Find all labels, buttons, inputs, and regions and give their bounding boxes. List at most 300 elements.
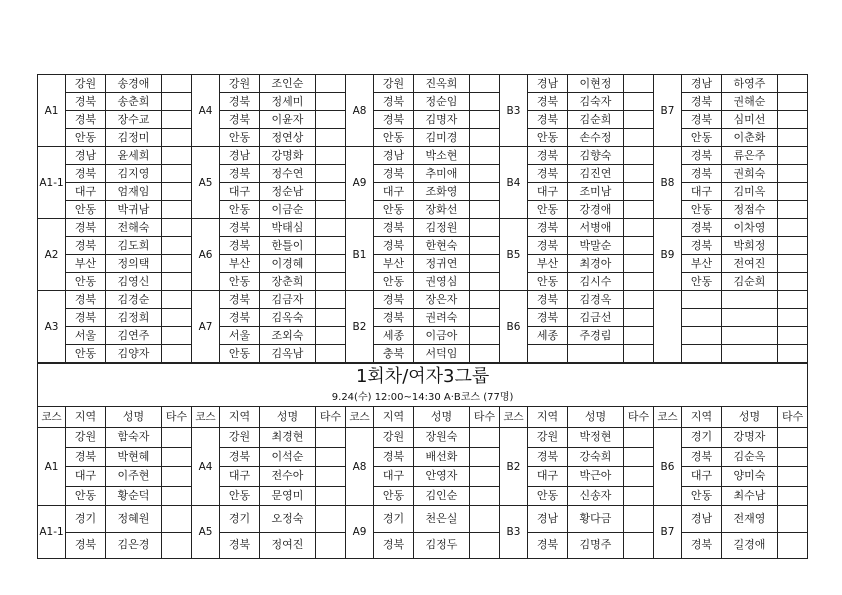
player-name-cell: 추미애: [414, 165, 470, 183]
region-cell: 안동: [528, 201, 568, 219]
table-row: [38, 447, 808, 467]
score-cell: [778, 273, 808, 291]
score-cell: [162, 327, 192, 345]
player-name-cell: 강명화: [260, 147, 316, 165]
region-cell: 세종: [528, 327, 568, 345]
course-code: A5: [192, 506, 220, 559]
player-name-cell: 심미선: [722, 111, 778, 129]
player-name-cell: 김은경: [106, 532, 162, 559]
score-cell: [162, 183, 192, 201]
score-cell: [624, 532, 654, 559]
region-cell: 안동: [220, 345, 260, 363]
region-cell: 경북: [220, 309, 260, 327]
region-cell: 강원: [220, 75, 260, 93]
region-header: 지역: [220, 407, 260, 428]
region-cell: 안동: [220, 486, 260, 506]
region-cell: 안동: [682, 129, 722, 147]
player-name-cell: 정혜원: [106, 506, 162, 533]
name-header: 성명: [260, 407, 316, 428]
player-name-cell: 김영신: [106, 273, 162, 291]
player-name-cell: 윤세희: [106, 147, 162, 165]
score-cell: [316, 255, 346, 273]
player-name-cell: 이주현: [106, 467, 162, 487]
region-cell: 경북: [374, 93, 414, 111]
score-cell: [316, 273, 346, 291]
score-cell: [470, 93, 500, 111]
player-name-cell: 김명주: [568, 532, 624, 559]
score-cell: [162, 532, 192, 559]
region-cell: 경남: [374, 147, 414, 165]
region-cell: 안동: [528, 273, 568, 291]
player-name-cell: 양미숙: [722, 467, 778, 487]
player-name-cell: 문영미: [260, 486, 316, 506]
score-cell: [778, 183, 808, 201]
player-name-cell: 권희숙: [722, 165, 778, 183]
region-cell: 경북: [66, 447, 106, 467]
region-cell: 경남: [220, 147, 260, 165]
region-header: 지역: [528, 407, 568, 428]
score-cell: [316, 486, 346, 506]
score-cell: [162, 75, 192, 93]
course-header: 코스: [346, 407, 374, 428]
score-cell: [778, 486, 808, 506]
player-name-cell: 권려숙: [414, 309, 470, 327]
score-cell: [624, 255, 654, 273]
score-cell: [470, 147, 500, 165]
region-cell: 경북: [682, 93, 722, 111]
region-cell: 경북: [528, 111, 568, 129]
region-cell: 부산: [374, 255, 414, 273]
region-cell: 경남: [528, 75, 568, 93]
region-cell: 안동: [374, 486, 414, 506]
score-cell: [778, 309, 808, 327]
region-cell: 대구: [66, 467, 106, 487]
region-cell: 경북: [220, 237, 260, 255]
region-cell: 경남: [682, 506, 722, 533]
region-cell: 경북: [528, 309, 568, 327]
table-row: [38, 345, 808, 363]
region-cell: 대구: [66, 183, 106, 201]
score-header: 타수: [470, 407, 500, 428]
table-row: [38, 532, 808, 559]
table-row: [38, 201, 808, 219]
player-name-cell: 조미남: [568, 183, 624, 201]
score-cell: [316, 93, 346, 111]
player-name-cell: 최경아: [568, 255, 624, 273]
score-cell: [470, 201, 500, 219]
region-cell: 경북: [66, 237, 106, 255]
score-cell: [470, 327, 500, 345]
region-cell: 안동: [220, 201, 260, 219]
player-name-cell: 정점수: [722, 201, 778, 219]
score-cell: [470, 183, 500, 201]
course-code: A9: [346, 506, 374, 559]
player-name-cell: 강명자: [722, 428, 778, 448]
player-name-cell: 김순옥: [722, 447, 778, 467]
player-name-cell: 박귀남: [106, 201, 162, 219]
region-cell: 경북: [374, 532, 414, 559]
region-cell: 경북: [682, 111, 722, 129]
player-name-cell: 오정숙: [260, 506, 316, 533]
score-cell: [470, 273, 500, 291]
player-name-cell: 장은자: [414, 291, 470, 309]
score-cell: [624, 201, 654, 219]
table-row: [38, 165, 808, 183]
score-cell: [162, 129, 192, 147]
region-cell: 경북: [66, 111, 106, 129]
table-row: [38, 486, 808, 506]
player-name-cell: [722, 327, 778, 345]
course-code: B7: [654, 75, 682, 147]
score-cell: [316, 165, 346, 183]
score-cell: [316, 506, 346, 533]
player-name-cell: 손수정: [568, 129, 624, 147]
player-name-cell: 진옥희: [414, 75, 470, 93]
course-code: A9: [346, 147, 374, 219]
player-name-cell: 배선화: [414, 447, 470, 467]
table-row: [38, 183, 808, 201]
region-cell: 경북: [220, 165, 260, 183]
table-row: [38, 93, 808, 111]
region-cell: 경북: [220, 93, 260, 111]
region-cell: 경북: [682, 147, 722, 165]
region-cell: 안동: [374, 129, 414, 147]
score-cell: [470, 532, 500, 559]
score-cell: [162, 309, 192, 327]
score-cell: [316, 183, 346, 201]
region-cell: 안동: [682, 201, 722, 219]
score-cell: [316, 75, 346, 93]
score-cell: [470, 506, 500, 533]
region-cell: 경북: [682, 237, 722, 255]
player-name-cell: 이윤자: [260, 111, 316, 129]
player-name-cell: 주경림: [568, 327, 624, 345]
score-cell: [470, 447, 500, 467]
player-name-cell: 김순희: [722, 273, 778, 291]
region-cell: 대구: [682, 467, 722, 487]
player-name-cell: 서병애: [568, 219, 624, 237]
region-cell: 경북: [374, 237, 414, 255]
player-name-cell: 전해숙: [106, 219, 162, 237]
table-row: [38, 506, 808, 533]
course-code: B8: [654, 147, 682, 219]
course-code: A1-1: [38, 147, 66, 219]
player-name-cell: 정여진: [260, 532, 316, 559]
player-name-cell: 박소현: [414, 147, 470, 165]
player-name-cell: 송경애: [106, 75, 162, 93]
score-cell: [778, 129, 808, 147]
score-cell: [778, 291, 808, 309]
region-cell: 부산: [220, 255, 260, 273]
region-cell: 강원: [374, 75, 414, 93]
player-name-cell: 김옥남: [260, 345, 316, 363]
score-cell: [316, 219, 346, 237]
score-cell: [316, 327, 346, 345]
course-code: B2: [346, 291, 374, 363]
region-cell: 경북: [528, 291, 568, 309]
player-name-cell: 길경애: [722, 532, 778, 559]
player-name-cell: 최경현: [260, 428, 316, 448]
table-row: [38, 273, 808, 291]
score-cell: [778, 327, 808, 345]
region-cell: 경북: [682, 219, 722, 237]
player-name-cell: 정순남: [260, 183, 316, 201]
region-cell: 세종: [374, 327, 414, 345]
player-name-cell: 박희정: [722, 237, 778, 255]
score-cell: [778, 147, 808, 165]
score-cell: [624, 147, 654, 165]
player-name-cell: 조외숙: [260, 327, 316, 345]
region-cell: 경북: [528, 219, 568, 237]
course-code: B4: [500, 147, 528, 219]
player-name-cell: [722, 291, 778, 309]
score-cell: [470, 219, 500, 237]
region-cell: 경북: [528, 147, 568, 165]
score-cell: [778, 506, 808, 533]
score-cell: [624, 309, 654, 327]
player-name-cell: 천은실: [414, 506, 470, 533]
player-name-cell: 한틀이: [260, 237, 316, 255]
player-name-cell: 최수남: [722, 486, 778, 506]
score-cell: [162, 237, 192, 255]
name-header: 성명: [722, 407, 778, 428]
table-row: [38, 428, 808, 448]
group-subtitle: 9.24(수) 12:00~14:30 A·B코스 (77명): [38, 390, 808, 407]
player-name-cell: [722, 309, 778, 327]
table-row: [38, 129, 808, 147]
region-cell: 경북: [528, 165, 568, 183]
player-name-cell: 하영주: [722, 75, 778, 93]
score-cell: [162, 93, 192, 111]
score-cell: [470, 486, 500, 506]
player-name-cell: 김양자: [106, 345, 162, 363]
course-code: B9: [654, 219, 682, 291]
player-name-cell: 김정희: [106, 309, 162, 327]
score-cell: [470, 75, 500, 93]
player-name-cell: 전재영: [722, 506, 778, 533]
player-name-cell: 박현혜: [106, 447, 162, 467]
score-cell: [162, 219, 192, 237]
region-cell: 강원: [66, 75, 106, 93]
region-cell: 안동: [220, 273, 260, 291]
region-cell: 안동: [682, 486, 722, 506]
course-code: A5: [192, 147, 220, 219]
score-cell: [624, 129, 654, 147]
region-cell: 경기: [682, 428, 722, 448]
region-cell: 경기: [374, 506, 414, 533]
player-name-cell: 박정현: [568, 428, 624, 448]
region-cell: 서울: [220, 327, 260, 345]
table-row: [38, 467, 808, 487]
score-cell: [316, 129, 346, 147]
score-cell: [624, 165, 654, 183]
player-name-cell: 김명자: [414, 111, 470, 129]
player-name-cell: 정귀연: [414, 255, 470, 273]
player-name-cell: 김경순: [106, 291, 162, 309]
course-code: B3: [500, 506, 528, 559]
region-cell: 경북: [220, 219, 260, 237]
player-name-cell: 김옥숙: [260, 309, 316, 327]
course-code: A8: [346, 428, 374, 506]
player-name-cell: 황다금: [568, 506, 624, 533]
group-title: 1회차/여자3그룹: [38, 364, 808, 391]
course-code: A4: [192, 75, 220, 147]
score-cell: [470, 291, 500, 309]
score-cell: [624, 447, 654, 467]
player-name-cell: 권영심: [414, 273, 470, 291]
region-cell: 대구: [374, 183, 414, 201]
region-header: 지역: [66, 407, 106, 428]
region-cell: 경북: [66, 309, 106, 327]
region-cell: 경기: [66, 506, 106, 533]
region-cell: 대구: [528, 467, 568, 487]
region-cell: 경북: [66, 93, 106, 111]
course-code: A3: [38, 291, 66, 363]
course-header: 코스: [654, 407, 682, 428]
name-header: 성명: [414, 407, 470, 428]
player-name-cell: 신송자: [568, 486, 624, 506]
player-name-cell: 김미경: [414, 129, 470, 147]
table-row: [38, 309, 808, 327]
player-name-cell: 정연상: [260, 129, 316, 147]
player-name-cell: 강경애: [568, 201, 624, 219]
name-header: 성명: [568, 407, 624, 428]
score-cell: [316, 237, 346, 255]
score-cell: [624, 219, 654, 237]
score-cell: [778, 237, 808, 255]
player-name-cell: 박근아: [568, 467, 624, 487]
score-cell: [624, 183, 654, 201]
region-cell: [682, 309, 722, 327]
region-cell: 강원: [374, 428, 414, 448]
player-name-cell: [722, 345, 778, 363]
player-name-cell: 권해순: [722, 93, 778, 111]
player-name-cell: 김순희: [568, 111, 624, 129]
region-cell: 경북: [374, 219, 414, 237]
region-cell: 경북: [220, 291, 260, 309]
score-cell: [624, 75, 654, 93]
region-cell: [682, 327, 722, 345]
region-cell: 안동: [682, 273, 722, 291]
player-name-cell: 한현숙: [414, 237, 470, 255]
score-header: 타수: [624, 407, 654, 428]
score-cell: [470, 237, 500, 255]
region-cell: 안동: [374, 273, 414, 291]
player-name-cell: [568, 345, 624, 363]
score-cell: [624, 428, 654, 448]
score-cell: [778, 165, 808, 183]
region-cell: 경북: [682, 447, 722, 467]
score-cell: [316, 291, 346, 309]
region-cell: [682, 291, 722, 309]
course-code: A6: [192, 219, 220, 291]
player-name-cell: 장춘희: [260, 273, 316, 291]
course-code: A2: [38, 219, 66, 291]
region-cell: 안동: [220, 129, 260, 147]
region-cell: 안동: [374, 201, 414, 219]
region-cell: 경남: [528, 506, 568, 533]
score-cell: [778, 93, 808, 111]
region-cell: 경기: [220, 506, 260, 533]
score-cell: [162, 273, 192, 291]
player-name-cell: 김지영: [106, 165, 162, 183]
player-name-cell: 이차영: [722, 219, 778, 237]
region-cell: 안동: [66, 486, 106, 506]
player-name-cell: 강숙희: [568, 447, 624, 467]
score-cell: [470, 111, 500, 129]
player-name-cell: 조화영: [414, 183, 470, 201]
score-cell: [778, 467, 808, 487]
region-cell: 안동: [528, 486, 568, 506]
player-name-cell: 김금선: [568, 309, 624, 327]
score-header: 타수: [316, 407, 346, 428]
score-cell: [316, 532, 346, 559]
course-code: A4: [192, 428, 220, 506]
score-cell: [624, 291, 654, 309]
score-cell: [470, 165, 500, 183]
table-row: [38, 111, 808, 129]
region-cell: 경북: [374, 447, 414, 467]
score-cell: [778, 201, 808, 219]
player-name-cell: 이경혜: [260, 255, 316, 273]
player-name-cell: 김향숙: [568, 147, 624, 165]
column-header-row: [38, 407, 808, 428]
score-cell: [162, 255, 192, 273]
score-cell: [624, 486, 654, 506]
region-header: 지역: [374, 407, 414, 428]
score-cell: [624, 506, 654, 533]
player-name-cell: 김숙자: [568, 93, 624, 111]
score-cell: [778, 219, 808, 237]
player-name-cell: 전여진: [722, 255, 778, 273]
region-cell: 강원: [528, 428, 568, 448]
top-schedule-table: [37, 74, 808, 363]
region-cell: 경북: [220, 532, 260, 559]
region-cell: 대구: [528, 183, 568, 201]
score-cell: [778, 255, 808, 273]
score-header: 타수: [162, 407, 192, 428]
table-row: [38, 255, 808, 273]
region-cell: 안동: [66, 201, 106, 219]
region-cell: 경남: [66, 147, 106, 165]
player-name-cell: 장화선: [414, 201, 470, 219]
course-header: 코스: [500, 407, 528, 428]
region-cell: [528, 345, 568, 363]
table-row: [38, 237, 808, 255]
player-name-cell: 박말순: [568, 237, 624, 255]
player-name-cell: 정의택: [106, 255, 162, 273]
player-name-cell: 김도희: [106, 237, 162, 255]
score-cell: [470, 345, 500, 363]
player-name-cell: 정세미: [260, 93, 316, 111]
score-cell: [470, 309, 500, 327]
region-cell: 경북: [682, 532, 722, 559]
table-row: [38, 219, 808, 237]
table-row: [38, 291, 808, 309]
score-cell: [778, 111, 808, 129]
score-cell: [470, 255, 500, 273]
region-cell: 경북: [66, 532, 106, 559]
course-code: A1: [38, 428, 66, 506]
player-name-cell: 이금순: [260, 201, 316, 219]
score-cell: [624, 93, 654, 111]
player-name-cell: 김시수: [568, 273, 624, 291]
score-cell: [778, 428, 808, 448]
course-header: 코스: [192, 407, 220, 428]
region-cell: [682, 345, 722, 363]
score-cell: [316, 111, 346, 129]
score-cell: [316, 345, 346, 363]
